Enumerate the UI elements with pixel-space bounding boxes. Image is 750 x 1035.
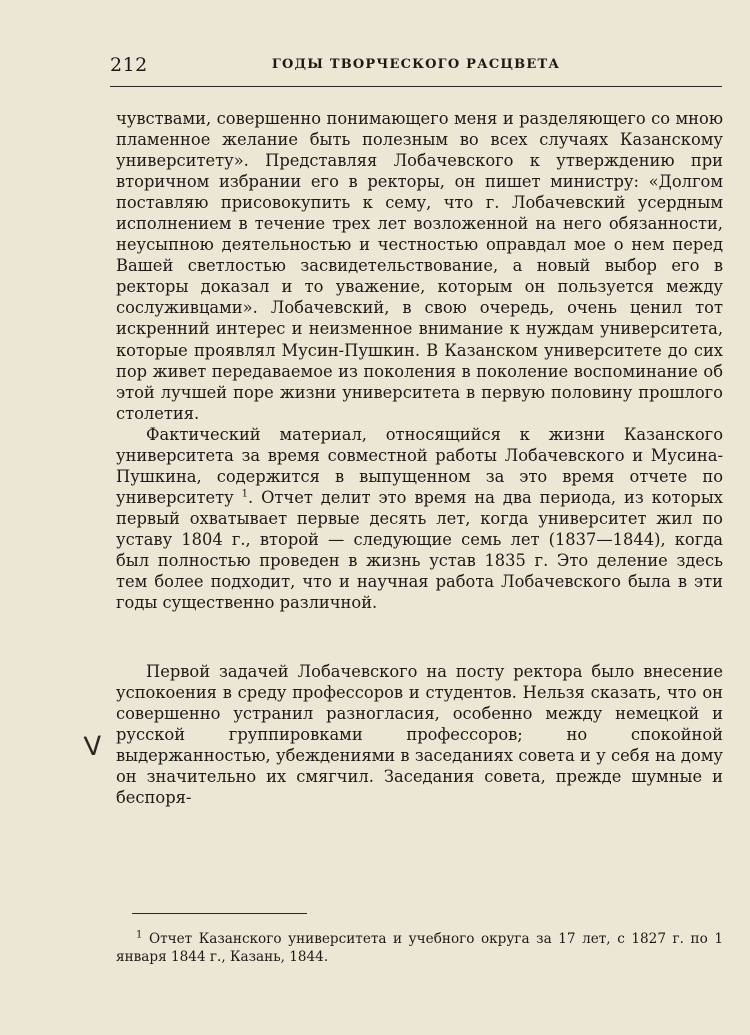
footnote-text: Отчет Казанского университета и учебного округа за 17 лет, с 1827 г. по 1 января 1844 г., Казань, 1844. bbox=[116, 931, 723, 965]
header-rule bbox=[110, 86, 722, 87]
paragraph-2: Фактический материал, относящийся к жизни Казанского университета за время совместной работы Лобачевского и Мусина-Пушкина, содержится в выпущенном за это время отчете по университету $^1$. Отчет делит это время на два периода, из которых первый охватывает первые десять лет, когда университет жил по уставу 1804 г., второй — следующие семь лет (1837—1844), когда был полностью проведен в жизнь устав 1835 г. Это деление здесь тем более подходит, что и научная работа Лобачевского была в эти годы существенно различной. bbox=[116, 424, 723, 613]
paragraph-2-text-a: Фактический материал, относящийся к жизни Казанского университета за время совместной работы Лобачевского и Мусина-Пушкина, содержится в выпущенном за это время отчете по университету bbox=[116, 424, 723, 507]
paragraph-1: чувствами, совершенно понимающего меня и разделяющего со мною пламенное желание быть полезным во всех случаях Казанскому университету». Представляя Лобачевского к утверждению при вторичном избрании его в ректоры, он пишет министру: «Долгом поставляю присовокупить к сему, что г. Лобачевский усердным исполнением в течение трех лет возложенной на него обязанности, неусыпною деятельностью и честностью оправдал мое о нем перед Вашей светлостью засвидетельствование, а новый выбор его в ректоры доказал и то уважение, которым он пользуется между сослуживцами». Лобачевский, в свою очередь, очень ценил тот искренний интерес и неизменное внимание к нуждам университета, которые проявлял Мусин-Пушкин. В Казанском университете до сих пор живет передаваемое из поколения в поколение воспоминание об этой лучшей поре жизни университета в первую половину прошлого столетия. bbox=[116, 109, 723, 423]
handwritten-margin-mark: V bbox=[82, 731, 103, 763]
paragraph-2-text-b: Отчет делит это время на два периода, из которых первый охватывает первые десять лет, когда университет жил по уставу 1804 г., второй — следующие семь лет (1837—1844), когда был полностью проведен в жизнь устав 1835 г. Это деление здесь тем более подходит, что и научная работа Лобачевского была в эти годы существенно различной. bbox=[116, 487, 723, 613]
running-title: ГОДЫ ТВОРЧЕСКОГО РАСЦВЕТА bbox=[271, 57, 561, 72]
footnote-reference: 1 bbox=[241, 488, 248, 500]
page-header bbox=[110, 54, 722, 84]
main-text bbox=[116, 108, 723, 808]
page-number: 212 bbox=[110, 54, 148, 76]
footnote-rule bbox=[132, 913, 307, 914]
footnote-marker: 1 bbox=[136, 929, 143, 941]
paragraph-3: Первой задачей Лобачевского на посту ректора было внесение успокоения в среду профессоров и студентов. Нельзя сказать, что он совершенно устранил разногласия, особенно между немецкой и русской группировками профессоров; но спокойной выдержанностью, убеждениями в заседаниях совета и у себя на дому он значительно их смягчил. Заседания совета, прежде шумные и беспоря- bbox=[116, 662, 723, 808]
footnote bbox=[116, 930, 723, 966]
